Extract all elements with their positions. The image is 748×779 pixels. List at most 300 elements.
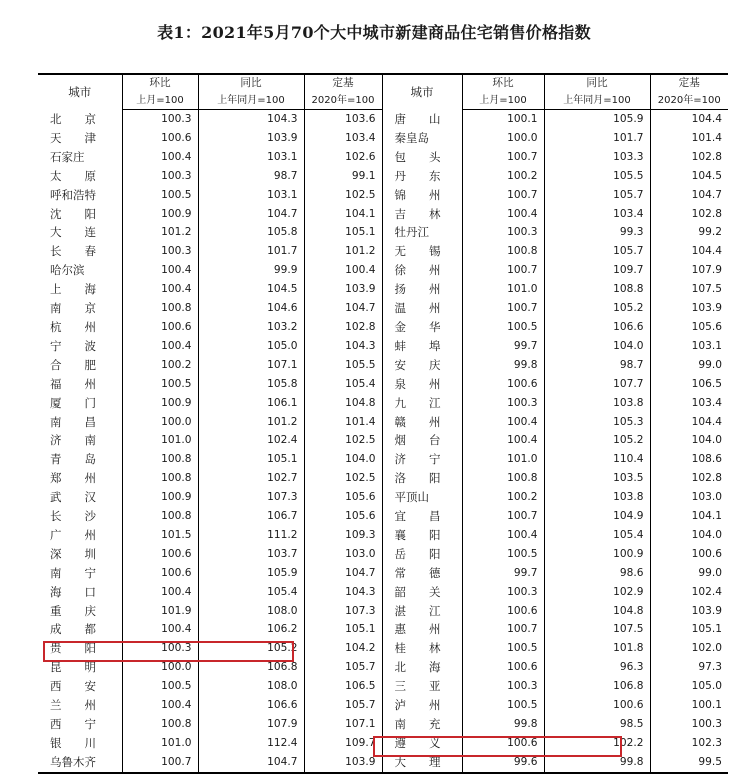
header-city: 城市 <box>68 84 92 99</box>
left-cell-fixed: 103.4 <box>304 129 382 148</box>
left-cell-fixed: 103.0 <box>304 545 382 564</box>
table-row <box>38 261 728 280</box>
right-cell-city: 桂 林 <box>382 639 462 658</box>
left-cell-city: 南 宁 <box>50 565 96 580</box>
right-cell-city: 秦皇岛 <box>382 129 462 148</box>
right-cell-mom: 100.6 <box>462 658 544 677</box>
right-cell-yoy: 101.8 <box>544 639 650 658</box>
right-cell-mom: 100.2 <box>462 167 544 186</box>
right-cell-fixed: 104.4 <box>650 413 728 432</box>
table-row <box>38 583 728 602</box>
left-cell-mom: 100.8 <box>122 469 198 488</box>
left-cell-mom: 100.7 <box>122 753 198 773</box>
right-cell-mom: 100.6 <box>462 602 544 621</box>
left-cell-yoy: 108.0 <box>198 602 304 621</box>
table-row <box>38 148 728 167</box>
right-cell-mom: 100.7 <box>462 299 544 318</box>
left-cell-fixed: 104.7 <box>304 564 382 583</box>
left-cell-fixed: 103.9 <box>304 280 382 299</box>
left-cell-city: 银 川 <box>50 735 96 750</box>
left-cell-yoy: 105.8 <box>198 223 304 242</box>
right-cell-fixed: 103.1 <box>650 337 728 356</box>
left-cell-yoy: 103.7 <box>198 545 304 564</box>
right-cell-fixed: 106.5 <box>650 375 728 394</box>
left-cell-mom: 100.9 <box>122 488 198 507</box>
left-cell-mom: 100.5 <box>122 375 198 394</box>
table-row <box>38 186 728 205</box>
left-cell-yoy: 104.7 <box>198 205 304 224</box>
right-cell-yoy: 105.9 <box>544 110 650 129</box>
right-cell-yoy: 98.6 <box>544 564 650 583</box>
left-cell-city: 长 春 <box>50 244 96 259</box>
left-cell-fixed: 102.8 <box>304 318 382 337</box>
right-cell-city: 徐 州 <box>382 261 462 280</box>
table-row <box>38 167 728 186</box>
right-cell-city: 赣 州 <box>382 413 462 432</box>
left-cell-fixed: 104.8 <box>304 394 382 413</box>
left-cell-yoy: 107.3 <box>198 488 304 507</box>
right-cell-yoy: 105.2 <box>544 431 650 450</box>
right-cell-mom: 99.7 <box>462 337 544 356</box>
left-cell-yoy: 105.4 <box>198 583 304 602</box>
table-row <box>38 110 728 129</box>
table-row <box>38 507 728 526</box>
left-cell-fixed: 104.0 <box>304 450 382 469</box>
left-cell-mom: 100.6 <box>122 318 198 337</box>
right-cell-fixed: 102.8 <box>650 469 728 488</box>
left-cell-mom: 100.5 <box>122 186 198 205</box>
right-cell-yoy: 102.9 <box>544 583 650 602</box>
left-cell-yoy: 111.2 <box>198 526 304 545</box>
right-cell-city: 常 德 <box>382 564 462 583</box>
right-cell-mom: 99.8 <box>462 356 544 375</box>
left-cell-mom: 100.3 <box>122 639 198 658</box>
left-cell-city: 天 津 <box>50 130 96 145</box>
left-cell-mom: 100.4 <box>122 620 198 639</box>
right-cell-city: 宜 昌 <box>382 507 462 526</box>
left-cell-fixed: 102.5 <box>304 431 382 450</box>
right-cell-mom: 100.4 <box>462 413 544 432</box>
left-cell-mom: 100.2 <box>122 356 198 375</box>
left-cell-city: 杭 州 <box>50 319 96 334</box>
left-cell-fixed: 104.3 <box>304 337 382 356</box>
right-cell-city: 襄 阳 <box>382 526 462 545</box>
right-cell-city: 济 宁 <box>382 450 462 469</box>
left-cell-fixed: 107.3 <box>304 602 382 621</box>
left-cell-mom: 100.0 <box>122 413 198 432</box>
left-cell-fixed: 105.7 <box>304 658 382 677</box>
left-cell-city: 重 庆 <box>50 603 96 618</box>
left-cell-mom: 100.0 <box>122 658 198 677</box>
left-cell-yoy: 102.7 <box>198 469 304 488</box>
left-cell-yoy: 105.1 <box>198 450 304 469</box>
left-cell-city: 南 昌 <box>50 414 96 429</box>
left-cell-fixed: 101.2 <box>304 242 382 261</box>
right-cell-fixed: 102.3 <box>650 734 728 753</box>
right-cell-yoy: 100.6 <box>544 696 650 715</box>
left-cell-city: 西 安 <box>50 679 96 694</box>
left-cell-mom: 101.0 <box>122 734 198 753</box>
left-cell-city: 长 沙 <box>50 509 96 524</box>
right-cell-fixed: 105.6 <box>650 318 728 337</box>
table-row <box>38 620 728 639</box>
left-cell-yoy: 99.9 <box>198 261 304 280</box>
left-cell-yoy: 106.2 <box>198 620 304 639</box>
left-cell-fixed: 105.5 <box>304 356 382 375</box>
table-row <box>38 488 728 507</box>
right-cell-fixed: 102.4 <box>650 583 728 602</box>
left-cell-fixed: 106.5 <box>304 677 382 696</box>
right-cell-fixed: 107.5 <box>650 280 728 299</box>
left-cell-fixed: 107.1 <box>304 715 382 734</box>
right-cell-yoy: 103.4 <box>544 205 650 224</box>
right-cell-yoy: 105.7 <box>544 242 650 261</box>
right-cell-mom: 100.4 <box>462 205 544 224</box>
table-row <box>38 602 728 621</box>
table-row <box>38 299 728 318</box>
left-cell-mom: 100.4 <box>122 583 198 602</box>
left-cell-city: 昆 明 <box>50 660 96 675</box>
right-cell-yoy: 105.5 <box>544 167 650 186</box>
right-cell-mom: 101.0 <box>462 280 544 299</box>
right-cell-yoy: 107.5 <box>544 620 650 639</box>
left-cell-city: 合 肥 <box>50 357 96 372</box>
left-cell-fixed: 102.5 <box>304 186 382 205</box>
left-cell-yoy: 103.9 <box>198 129 304 148</box>
left-cell-city: 南 京 <box>50 301 96 316</box>
table-row <box>38 526 728 545</box>
right-cell-fixed: 99.2 <box>650 223 728 242</box>
left-cell-city: 郑 州 <box>50 471 96 486</box>
right-cell-yoy: 110.4 <box>544 450 650 469</box>
right-cell-fixed: 102.0 <box>650 639 728 658</box>
left-cell-mom: 100.3 <box>122 242 198 261</box>
table-row <box>38 129 728 148</box>
table-row <box>38 394 728 413</box>
left-cell-fixed: 105.1 <box>304 223 382 242</box>
right-cell-city: 唐 山 <box>382 110 462 129</box>
left-cell-yoy: 106.1 <box>198 394 304 413</box>
left-cell-mom: 100.4 <box>122 696 198 715</box>
left-cell-city: 福 州 <box>50 376 96 391</box>
right-cell-fixed: 104.4 <box>650 242 728 261</box>
right-cell-fixed: 99.0 <box>650 356 728 375</box>
right-cell-mom: 100.3 <box>462 583 544 602</box>
table-row <box>38 658 728 677</box>
table-row <box>38 677 728 696</box>
left-cell-fixed: 103.6 <box>304 110 382 129</box>
right-cell-city: 安 庆 <box>382 356 462 375</box>
table-row <box>38 696 728 715</box>
left-cell-yoy: 101.7 <box>198 242 304 261</box>
left-cell-yoy: 104.7 <box>198 753 304 773</box>
right-cell-fixed: 103.9 <box>650 299 728 318</box>
right-cell-city: 泉 州 <box>382 375 462 394</box>
right-cell-yoy: 98.7 <box>544 356 650 375</box>
right-cell-city: 平顶山 <box>382 488 462 507</box>
table-row <box>38 431 728 450</box>
table-row <box>38 753 728 773</box>
left-cell-mom: 100.6 <box>122 129 198 148</box>
right-cell-city: 丹 东 <box>382 167 462 186</box>
right-cell-yoy: 105.2 <box>544 299 650 318</box>
right-cell-mom: 100.6 <box>462 734 544 753</box>
left-cell-mom: 100.3 <box>122 110 198 129</box>
left-cell-mom: 100.4 <box>122 280 198 299</box>
table-row <box>38 205 728 224</box>
right-cell-city: 吉 林 <box>382 205 462 224</box>
header-fixed-sub: 2020年=100 <box>650 92 728 110</box>
right-cell-mom: 100.5 <box>462 696 544 715</box>
right-cell-city: 无 锡 <box>382 242 462 261</box>
left-cell-yoy: 98.7 <box>198 167 304 186</box>
left-cell-mom: 100.6 <box>122 564 198 583</box>
left-cell-city: 厦 门 <box>50 395 96 410</box>
left-cell-fixed: 102.6 <box>304 148 382 167</box>
right-cell-mom: 100.5 <box>462 639 544 658</box>
right-cell-city: 南 充 <box>382 715 462 734</box>
right-cell-city: 北 海 <box>382 658 462 677</box>
right-cell-mom: 100.3 <box>462 223 544 242</box>
right-cell-fixed: 99.5 <box>650 753 728 773</box>
right-cell-yoy: 106.8 <box>544 677 650 696</box>
right-cell-mom: 100.7 <box>462 507 544 526</box>
left-cell-yoy: 105.2 <box>198 639 304 658</box>
left-cell-city: 大 连 <box>50 225 96 240</box>
left-cell-fixed: 103.9 <box>304 753 382 773</box>
right-cell-city: 惠 州 <box>382 620 462 639</box>
left-cell-mom: 100.4 <box>122 148 198 167</box>
right-cell-yoy: 107.7 <box>544 375 650 394</box>
left-cell-city: 北 京 <box>50 111 96 126</box>
left-cell-mom: 100.6 <box>122 545 198 564</box>
price-index-table <box>38 73 728 774</box>
header-yoy-sub: 上年同月=100 <box>198 92 304 110</box>
header-yoy: 同比 <box>544 74 650 92</box>
left-cell-city: 成 都 <box>50 622 96 637</box>
right-cell-fixed: 103.0 <box>650 488 728 507</box>
left-cell-city: 沈 阳 <box>50 206 96 221</box>
right-cell-city: 泸 州 <box>382 696 462 715</box>
left-cell-fixed: 105.6 <box>304 507 382 526</box>
header-fixed-sub: 2020年=100 <box>304 92 382 110</box>
left-cell-yoy: 104.6 <box>198 299 304 318</box>
left-cell-yoy: 103.2 <box>198 318 304 337</box>
left-cell-yoy: 103.1 <box>198 186 304 205</box>
header-mom: 环比 <box>122 74 198 92</box>
right-cell-mom: 100.7 <box>462 186 544 205</box>
right-cell-yoy: 103.8 <box>544 394 650 413</box>
right-cell-mom: 100.0 <box>462 129 544 148</box>
right-cell-city: 锦 州 <box>382 186 462 205</box>
right-cell-yoy: 104.8 <box>544 602 650 621</box>
right-cell-yoy: 96.3 <box>544 658 650 677</box>
right-cell-mom: 100.7 <box>462 148 544 167</box>
right-cell-fixed: 103.4 <box>650 394 728 413</box>
right-cell-yoy: 103.3 <box>544 148 650 167</box>
table-row <box>38 545 728 564</box>
table-row <box>38 375 728 394</box>
left-cell-mom: 101.5 <box>122 526 198 545</box>
header-mom-sub: 上月=100 <box>122 92 198 110</box>
right-cell-fixed: 104.4 <box>650 110 728 129</box>
left-cell-fixed: 100.4 <box>304 261 382 280</box>
right-cell-fixed: 104.7 <box>650 186 728 205</box>
right-cell-mom: 100.1 <box>462 110 544 129</box>
left-cell-yoy: 106.8 <box>198 658 304 677</box>
table-row <box>38 469 728 488</box>
right-cell-fixed: 100.1 <box>650 696 728 715</box>
table-row <box>38 413 728 432</box>
left-cell-yoy: 105.9 <box>198 564 304 583</box>
header-fixed: 定基 <box>650 74 728 92</box>
right-cell-fixed: 100.6 <box>650 545 728 564</box>
right-cell-city: 蚌 埠 <box>382 337 462 356</box>
left-cell-fixed: 105.6 <box>304 488 382 507</box>
left-cell-city: 西 宁 <box>50 717 96 731</box>
left-cell-yoy: 112.4 <box>198 734 304 753</box>
left-cell-city: 石家庄 <box>50 149 85 164</box>
left-cell-mom: 100.9 <box>122 394 198 413</box>
left-cell-fixed: 109.7 <box>304 734 382 753</box>
right-cell-fixed: 105.0 <box>650 677 728 696</box>
right-cell-city: 扬 州 <box>382 280 462 299</box>
right-cell-city: 洛 阳 <box>382 469 462 488</box>
right-cell-city: 烟 台 <box>382 431 462 450</box>
left-cell-mom: 100.4 <box>122 261 198 280</box>
left-cell-yoy: 107.9 <box>198 715 304 734</box>
right-cell-fixed: 102.8 <box>650 148 728 167</box>
right-cell-city: 遵 义 <box>382 734 462 753</box>
table-row <box>38 242 728 261</box>
right-cell-fixed: 104.0 <box>650 526 728 545</box>
left-cell-city: 深 圳 <box>50 546 96 561</box>
right-cell-city: 湛 江 <box>382 602 462 621</box>
table-row <box>38 450 728 469</box>
right-cell-yoy: 100.9 <box>544 545 650 564</box>
table-row <box>38 564 728 583</box>
right-cell-fixed: 97.3 <box>650 658 728 677</box>
header-mom-sub: 上月=100 <box>462 92 544 110</box>
left-cell-yoy: 105.0 <box>198 337 304 356</box>
left-cell-city: 呼和浩特 <box>50 187 96 202</box>
right-cell-fixed: 100.3 <box>650 715 728 734</box>
right-cell-city: 温 州 <box>382 299 462 318</box>
right-cell-yoy: 108.8 <box>544 280 650 299</box>
left-cell-fixed: 104.2 <box>304 639 382 658</box>
header-city: 城市 <box>382 74 462 110</box>
left-cell-yoy: 106.7 <box>198 507 304 526</box>
left-cell-city: 海 口 <box>50 584 96 599</box>
left-cell-yoy: 108.0 <box>198 677 304 696</box>
left-cell-city: 广 州 <box>50 527 96 542</box>
left-cell-city: 青 岛 <box>50 452 96 467</box>
right-cell-fixed: 107.9 <box>650 261 728 280</box>
left-cell-fixed: 109.3 <box>304 526 382 545</box>
table-row <box>38 337 728 356</box>
left-cell-fixed: 105.4 <box>304 375 382 394</box>
left-cell-mom: 100.8 <box>122 450 198 469</box>
right-cell-yoy: 104.0 <box>544 337 650 356</box>
right-cell-yoy: 104.9 <box>544 507 650 526</box>
left-cell-mom: 101.9 <box>122 602 198 621</box>
left-cell-fixed: 104.3 <box>304 583 382 602</box>
left-cell-yoy: 101.2 <box>198 413 304 432</box>
left-cell-yoy: 105.8 <box>198 375 304 394</box>
table-title: 表1：2021年5月70个大中城市新建商品住宅销售价格指数 <box>157 23 591 42</box>
left-cell-mom: 100.3 <box>122 167 198 186</box>
right-cell-yoy: 102.2 <box>544 734 650 753</box>
right-cell-yoy: 103.8 <box>544 488 650 507</box>
header-yoy-sub: 上年同月=100 <box>544 92 650 110</box>
header-yoy: 同比 <box>198 74 304 92</box>
table-row <box>38 356 728 375</box>
right-cell-yoy: 109.7 <box>544 261 650 280</box>
right-cell-yoy: 101.7 <box>544 129 650 148</box>
left-cell-city: 兰 州 <box>50 698 96 713</box>
right-cell-fixed: 108.6 <box>650 450 728 469</box>
right-cell-fixed: 105.1 <box>650 620 728 639</box>
right-cell-mom: 100.3 <box>462 677 544 696</box>
left-cell-fixed: 102.5 <box>304 469 382 488</box>
table-row <box>38 318 728 337</box>
right-cell-city: 牡丹江 <box>382 223 462 242</box>
right-cell-mom: 100.3 <box>462 394 544 413</box>
right-cell-fixed: 104.5 <box>650 167 728 186</box>
right-cell-mom: 99.6 <box>462 753 544 773</box>
right-cell-fixed: 99.0 <box>650 564 728 583</box>
right-cell-mom: 100.4 <box>462 431 544 450</box>
left-cell-city: 太 原 <box>50 168 96 183</box>
table-row <box>38 223 728 242</box>
left-cell-yoy: 104.3 <box>198 110 304 129</box>
right-cell-mom: 99.8 <box>462 715 544 734</box>
table-row <box>38 715 728 734</box>
right-cell-yoy: 105.7 <box>544 186 650 205</box>
right-cell-fixed: 104.0 <box>650 431 728 450</box>
left-cell-mom: 100.9 <box>122 205 198 224</box>
right-cell-mom: 100.5 <box>462 545 544 564</box>
right-cell-city: 韶 关 <box>382 583 462 602</box>
left-cell-city: 贵 阳 <box>50 641 96 656</box>
left-cell-mom: 100.5 <box>122 677 198 696</box>
right-cell-city: 三 亚 <box>382 677 462 696</box>
left-cell-mom: 100.8 <box>122 507 198 526</box>
right-cell-fixed: 103.9 <box>650 602 728 621</box>
right-cell-mom: 100.2 <box>462 488 544 507</box>
left-cell-mom: 101.2 <box>122 223 198 242</box>
left-cell-fixed: 99.1 <box>304 167 382 186</box>
left-cell-yoy: 104.5 <box>198 280 304 299</box>
right-cell-city: 大 理 <box>382 753 462 773</box>
left-cell-fixed: 101.4 <box>304 413 382 432</box>
left-cell-mom: 101.0 <box>122 431 198 450</box>
left-cell-city: 武 汉 <box>50 490 96 505</box>
left-cell-city: 乌鲁木齐 <box>50 754 96 769</box>
left-cell-fixed: 104.1 <box>304 205 382 224</box>
right-cell-fixed: 101.4 <box>650 129 728 148</box>
right-cell-mom: 100.5 <box>462 318 544 337</box>
left-cell-yoy: 107.1 <box>198 356 304 375</box>
right-cell-mom: 99.7 <box>462 564 544 583</box>
table-row <box>38 280 728 299</box>
left-cell-fixed: 104.7 <box>304 299 382 318</box>
right-cell-city: 九 江 <box>382 394 462 413</box>
right-cell-city: 岳 阳 <box>382 545 462 564</box>
right-cell-mom: 100.6 <box>462 375 544 394</box>
header-fixed: 定基 <box>304 74 382 92</box>
right-cell-mom: 100.8 <box>462 242 544 261</box>
